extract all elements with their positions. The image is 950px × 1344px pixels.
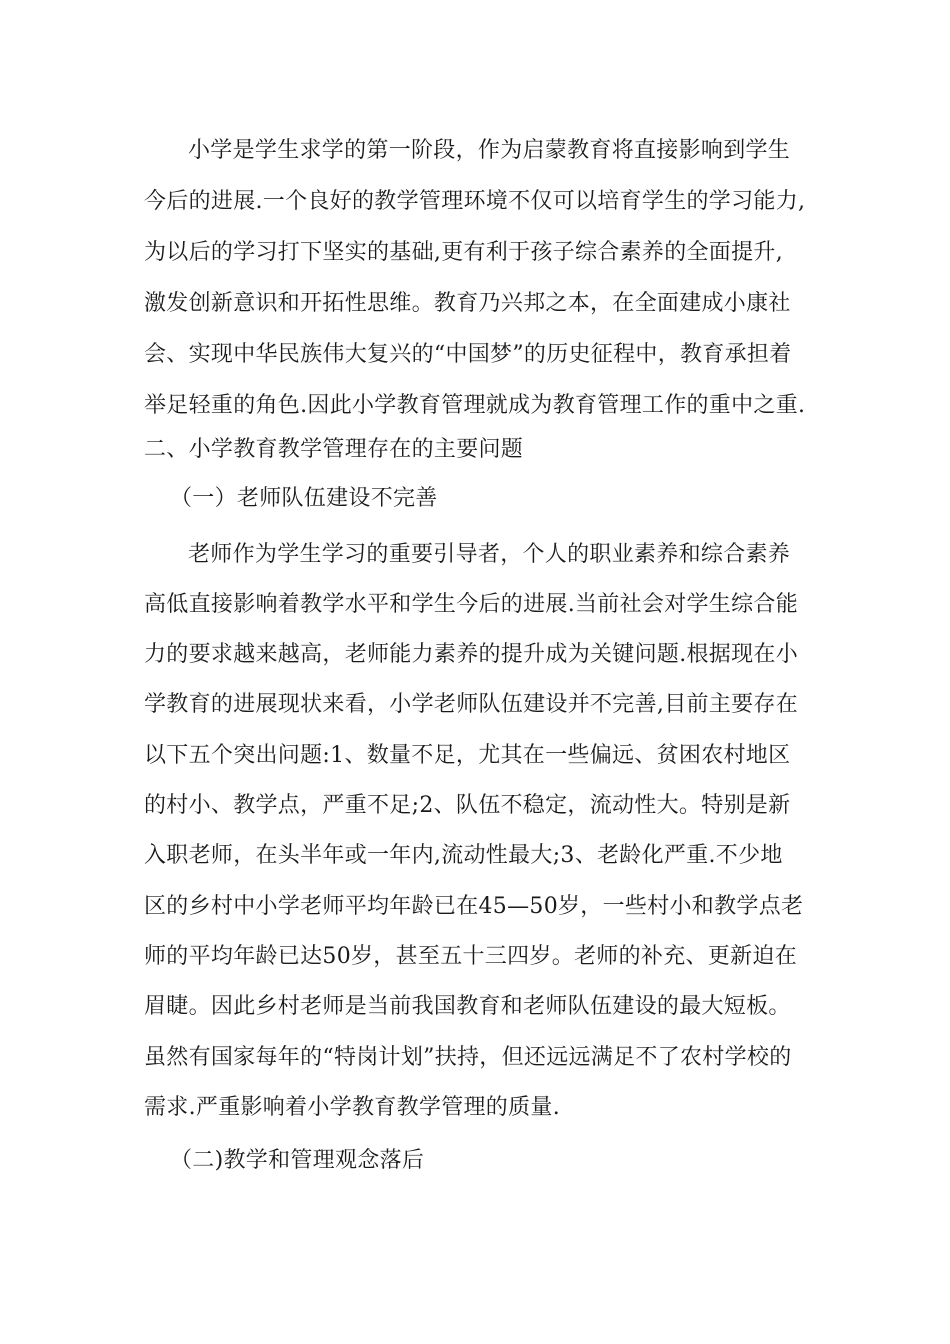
- paragraph-2-line-5: 以下五个突出问题:1、数量不足，尤其在一些偏远、贫困农村地区: [144, 743, 791, 768]
- paragraph-2-line-7: 入职老师，在头半年或一年内,流动性最大;3、老龄化严重.不少地: [144, 843, 783, 868]
- section-heading: 二、小学教育教学管理存在的主要问题: [144, 437, 524, 462]
- paragraph-2-line-11: 虽然有国家每年的“特岗计划”扶持，但还远远满足不了农村学校的: [144, 1045, 792, 1070]
- paragraph-1-line-6: 举足轻重的角色.因此小学教育管理就成为教育管理工作的重中之重.: [144, 393, 806, 418]
- paragraph-2-line-10: 眉睫。因此乡村老师是当前我国教育和老师队伍建设的最大短板。: [144, 994, 791, 1019]
- paragraph-2-line-4: 学教育的进展现状来看，小学老师队伍建设并不完善,目前主要存在: [144, 692, 798, 717]
- paragraph-2-line-3: 力的要求越来越高，老师能力素养的提升成为关键问题.根据现在小: [144, 642, 798, 667]
- subsection-heading-2: （二)教学和管理观念落后: [170, 1148, 425, 1173]
- paragraph-2-line-6: 的村小、教学点，严重不足;2、队伍不稳定，流动性大。特别是新: [144, 793, 791, 818]
- paragraph-2-line-12: 需求.严重影响着小学教育教学管理的质量.: [144, 1095, 560, 1120]
- paragraph-1-line-2: 今后的进展.一个良好的教学管理环境不仅可以培育学生的学习能力,: [144, 189, 806, 214]
- paragraph-1-line-5: 会、实现中华民族伟大复兴的“中国梦”的历史征程中，教育承担着: [144, 342, 792, 367]
- paragraph-2-line-1: 老师作为学生学习的重要引导者，个人的职业素养和综合素养: [188, 542, 791, 567]
- paragraph-1-line-1: 小学是学生求学的第一阶段，作为启蒙教育将直接影响到学生: [188, 138, 791, 163]
- paragraph-2-line-2: 高低直接影响着教学水平和学生今后的进展.当前社会对学生综合能: [144, 592, 798, 617]
- paragraph-1-line-4: 激发创新意识和开拓性思维。教育乃兴邦之本，在全面建成小康社: [144, 291, 791, 316]
- paragraph-2-line-9: 师的平均年龄已达50岁，甚至五十三四岁。老师的补充、更新迫在: [144, 944, 797, 969]
- subsection-heading-1: （一）老师队伍建设不完善: [170, 486, 438, 511]
- paragraph-2-line-8: 区的乡村中小学老师平均年龄已在45—50岁，一些村小和教学点老: [144, 894, 804, 919]
- paragraph-1-line-3: 为以后的学习打下坚实的基础,更有利于孩子综合素养的全面提升,: [144, 240, 783, 265]
